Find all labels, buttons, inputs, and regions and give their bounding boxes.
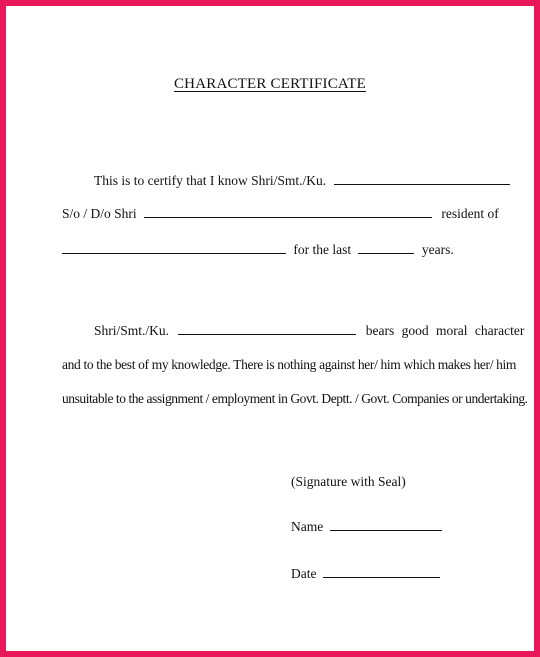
name-blank[interactable] (330, 520, 442, 531)
shri-prefix-text: Shri/Smt./Ku. (94, 323, 170, 338)
certificate-title (0, 76, 540, 93)
para2-line3 (62, 391, 528, 407)
good-moral-text: bears good moral character (365, 323, 525, 338)
name-label: Name (291, 519, 324, 534)
parent-prefix-text: S/o / D/o Shri (62, 206, 137, 221)
signature-seal (291, 474, 406, 490)
para2-line1 (94, 323, 524, 339)
para1-line3 (62, 242, 454, 258)
date-row (291, 566, 440, 582)
parent-name-blank[interactable] (144, 207, 432, 218)
person-name-blank[interactable] (334, 174, 510, 185)
person-name-blank-2[interactable] (178, 324, 356, 335)
date-label: Date (291, 566, 317, 581)
date-blank[interactable] (323, 567, 440, 578)
resident-of-text: resident of (441, 206, 499, 221)
knowledge-text: and to the best of my knowledge. There is nothing against her/ him which makes her/ him (62, 357, 517, 372)
years-text: years. (421, 242, 454, 257)
for-the-last-text: for the last (293, 242, 352, 257)
para1-line1 (94, 173, 510, 189)
para2-line2 (62, 357, 517, 373)
para1-line2 (62, 206, 499, 222)
years-blank[interactable] (358, 243, 414, 254)
unsuitable-text: unsuitable to the assignment / employment in Govt. Deptt. / Govt. Companies or undertaking. (62, 391, 528, 406)
signature-seal-text: (Signature with Seal) (291, 474, 406, 489)
name-row (291, 519, 442, 535)
residence-blank[interactable] (62, 243, 286, 254)
certify-text: This is to certify that I know Shri/Smt./Ku. (94, 173, 327, 188)
certificate-title-text: CHARACTER CERTIFICATE (173, 76, 367, 92)
